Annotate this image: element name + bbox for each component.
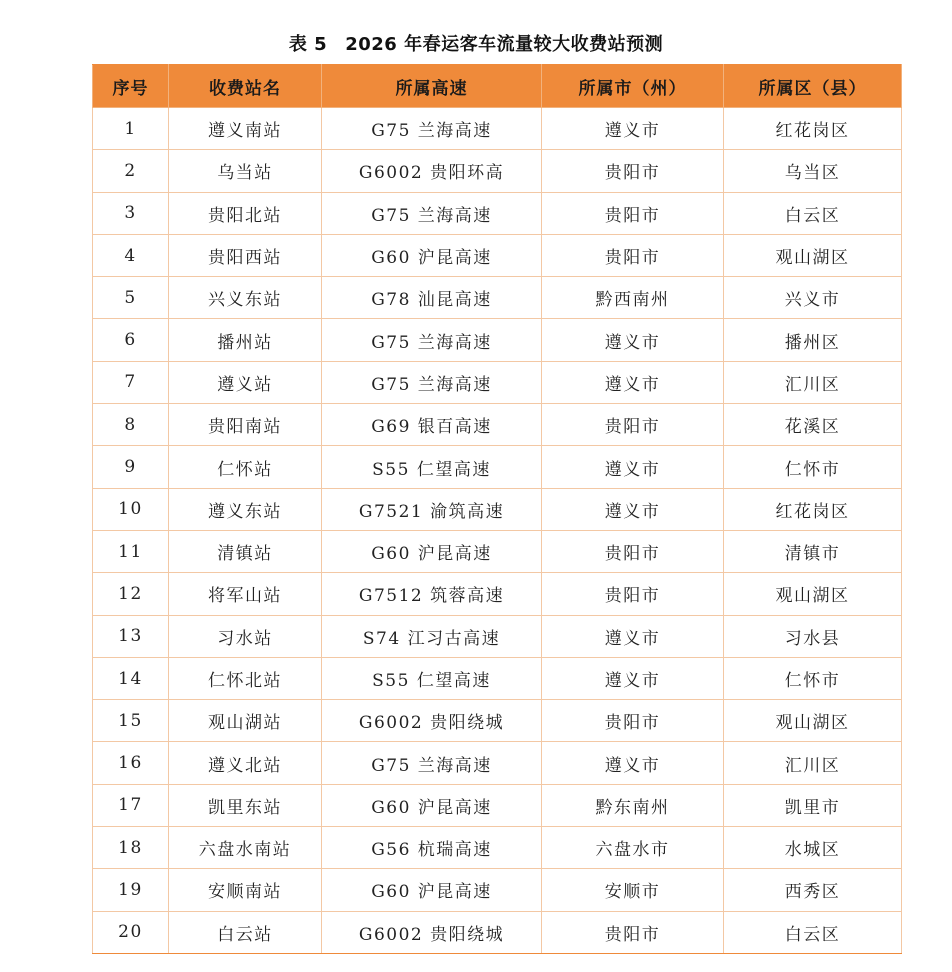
table-row [93, 573, 902, 615]
cell-highway: G78 汕昆高速 [322, 277, 542, 319]
table-row [93, 150, 902, 192]
table-row [93, 827, 902, 869]
cell-district: 习水县 [724, 615, 902, 657]
table-title-text: 2026 年春运客车流量较大收费站预测 [345, 34, 664, 55]
table-title [0, 30, 952, 56]
cell-district: 花溪区 [724, 404, 902, 446]
cell-district: 水城区 [724, 827, 902, 869]
cell-station: 遵义站 [169, 361, 322, 403]
table-row [93, 700, 902, 742]
table-row [93, 404, 902, 446]
cell-index: 6 [93, 319, 169, 361]
cell-index: 15 [93, 700, 169, 742]
cell-district: 仁怀市 [724, 446, 902, 488]
cell-station: 贵阳北站 [169, 192, 322, 234]
cell-district: 观山湖区 [724, 573, 902, 615]
cell-station: 凯里东站 [169, 784, 322, 826]
cell-city: 贵阳市 [542, 573, 724, 615]
cell-city: 遵义市 [542, 446, 724, 488]
cell-district: 西秀区 [724, 869, 902, 911]
cell-city: 贵阳市 [542, 530, 724, 572]
cell-highway: G60 沪昆高速 [322, 234, 542, 276]
cell-city: 贵阳市 [542, 234, 724, 276]
cell-station: 遵义东站 [169, 488, 322, 530]
header-row [93, 65, 902, 108]
cell-station: 白云站 [169, 911, 322, 953]
cell-city: 黔东南州 [542, 784, 724, 826]
cell-index: 1 [93, 108, 169, 150]
cell-station: 贵阳西站 [169, 234, 322, 276]
cell-highway: G60 沪昆高速 [322, 530, 542, 572]
cell-station: 遵义南站 [169, 108, 322, 150]
cell-city: 遵义市 [542, 319, 724, 361]
table-row [93, 530, 902, 572]
cell-city: 六盘水市 [542, 827, 724, 869]
cell-city: 黔西南州 [542, 277, 724, 319]
cell-index: 10 [93, 488, 169, 530]
cell-station: 习水站 [169, 615, 322, 657]
cell-district: 红花岗区 [724, 488, 902, 530]
table-row [93, 319, 902, 361]
cell-highway: G6002 贵阳绕城 [322, 700, 542, 742]
cell-index: 3 [93, 192, 169, 234]
cell-district: 兴义市 [724, 277, 902, 319]
cell-station: 观山湖站 [169, 700, 322, 742]
cell-index: 7 [93, 361, 169, 403]
cell-station: 安顺南站 [169, 869, 322, 911]
cell-index: 17 [93, 784, 169, 826]
cell-district: 清镇市 [724, 530, 902, 572]
cell-highway: S74 江习古高速 [322, 615, 542, 657]
table-row [93, 361, 902, 403]
cell-district: 乌当区 [724, 150, 902, 192]
cell-district: 凯里市 [724, 784, 902, 826]
cell-city: 遵义市 [542, 361, 724, 403]
cell-highway: G75 兰海高速 [322, 192, 542, 234]
cell-index: 8 [93, 404, 169, 446]
cell-city: 遵义市 [542, 615, 724, 657]
cell-index: 2 [93, 150, 169, 192]
table-row [93, 911, 902, 953]
cell-highway: G6002 贵阳绕城 [322, 911, 542, 953]
table-row [93, 615, 902, 657]
cell-station: 播州站 [169, 319, 322, 361]
cell-highway: G75 兰海高速 [322, 319, 542, 361]
table-row [93, 657, 902, 699]
cell-index: 18 [93, 827, 169, 869]
cell-station: 贵阳南站 [169, 404, 322, 446]
cell-highway: G75 兰海高速 [322, 742, 542, 784]
cell-index: 4 [93, 234, 169, 276]
cell-district: 白云区 [724, 911, 902, 953]
cell-station: 兴义东站 [169, 277, 322, 319]
cell-highway: G7521 渝筑高速 [322, 488, 542, 530]
cell-district: 观山湖区 [724, 700, 902, 742]
cell-city: 贵阳市 [542, 911, 724, 953]
cell-index: 13 [93, 615, 169, 657]
cell-city: 遵义市 [542, 742, 724, 784]
cell-highway: G56 杭瑞高速 [322, 827, 542, 869]
table-row [93, 277, 902, 319]
table-row [93, 869, 902, 911]
table-body [93, 108, 902, 954]
cell-index: 9 [93, 446, 169, 488]
cell-highway: G7512 筑蓉高速 [322, 573, 542, 615]
table-row [93, 108, 902, 150]
cell-index: 11 [93, 530, 169, 572]
cell-index: 16 [93, 742, 169, 784]
cell-city: 贵阳市 [542, 192, 724, 234]
cell-index: 14 [93, 657, 169, 699]
cell-city: 贵阳市 [542, 404, 724, 446]
cell-index: 12 [93, 573, 169, 615]
cell-district: 白云区 [724, 192, 902, 234]
header-district: 所属区（县） [724, 65, 902, 108]
cell-city: 遵义市 [542, 488, 724, 530]
cell-station: 乌当站 [169, 150, 322, 192]
cell-index: 20 [93, 911, 169, 953]
header-index: 序号 [93, 65, 169, 108]
table-row [93, 192, 902, 234]
header-city: 所属市（州） [542, 65, 724, 108]
cell-highway: S55 仁望高速 [322, 657, 542, 699]
cell-highway: G60 沪昆高速 [322, 869, 542, 911]
cell-district: 观山湖区 [724, 234, 902, 276]
cell-station: 仁怀站 [169, 446, 322, 488]
cell-index: 19 [93, 869, 169, 911]
table-row [93, 488, 902, 530]
table-row [93, 234, 902, 276]
cell-district: 播州区 [724, 319, 902, 361]
header-highway: 所属高速 [322, 65, 542, 108]
cell-city: 遵义市 [542, 108, 724, 150]
cell-city: 贵阳市 [542, 700, 724, 742]
header-station: 收费站名 [169, 65, 322, 108]
cell-district: 汇川区 [724, 742, 902, 784]
cell-city: 安顺市 [542, 869, 724, 911]
cell-highway: S55 仁望高速 [322, 446, 542, 488]
cell-station: 将军山站 [169, 573, 322, 615]
cell-station: 清镇站 [169, 530, 322, 572]
cell-station: 六盘水南站 [169, 827, 322, 869]
toll-station-table [92, 64, 902, 954]
cell-station: 仁怀北站 [169, 657, 322, 699]
table-row [93, 446, 902, 488]
table-row [93, 784, 902, 826]
cell-highway: G60 沪昆高速 [322, 784, 542, 826]
cell-district: 汇川区 [724, 361, 902, 403]
table-header [93, 65, 902, 108]
cell-highway: G69 银百高速 [322, 404, 542, 446]
cell-station: 遵义北站 [169, 742, 322, 784]
cell-district: 仁怀市 [724, 657, 902, 699]
cell-highway: G6002 贵阳环高 [322, 150, 542, 192]
cell-index: 5 [93, 277, 169, 319]
cell-highway: G75 兰海高速 [322, 361, 542, 403]
cell-city: 遵义市 [542, 657, 724, 699]
cell-city: 贵阳市 [542, 150, 724, 192]
cell-highway: G75 兰海高速 [322, 108, 542, 150]
cell-district: 红花岗区 [724, 108, 902, 150]
table-row [93, 742, 902, 784]
table-number: 表 5 [288, 34, 328, 55]
